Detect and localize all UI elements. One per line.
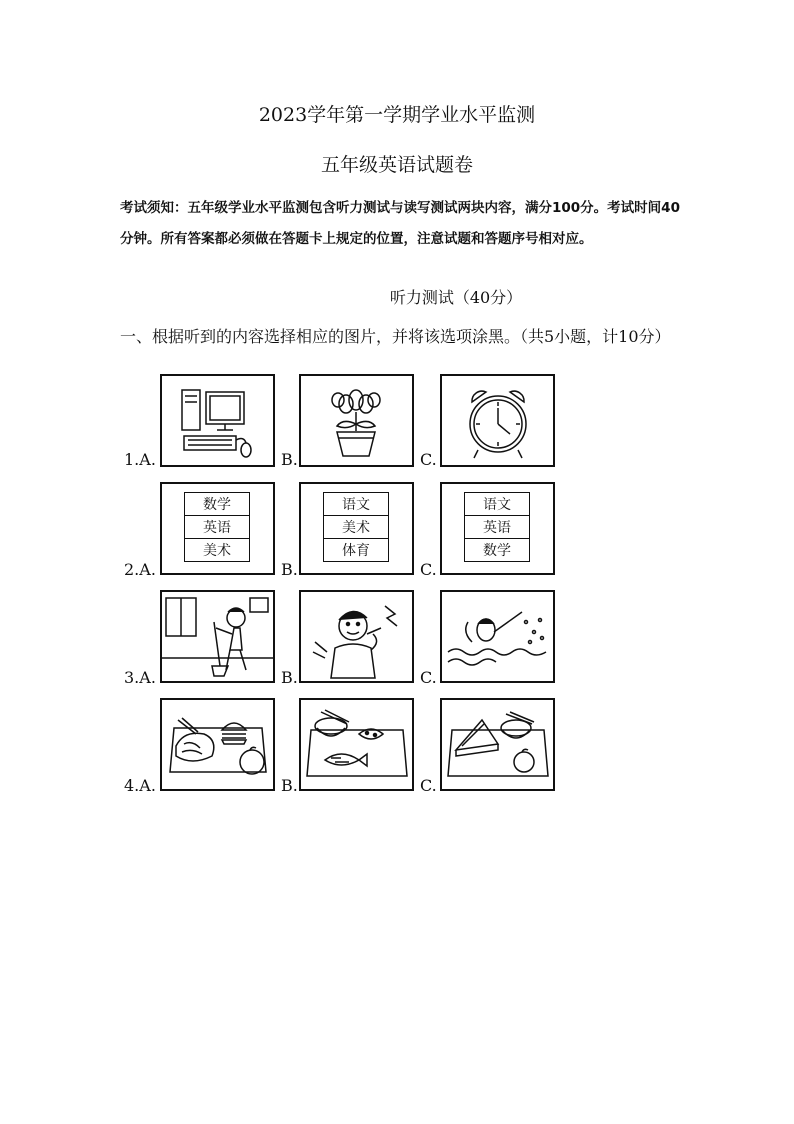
part1-instruction: 一、根据听到的内容选择相应的图片，并将该选项涂黑。（共5小题，计10分）: [120, 327, 671, 346]
q2-option-b-image[interactable]: [299, 482, 414, 575]
q3-option-b-image[interactable]: [299, 590, 414, 683]
question-2-number: 2.A.: [124, 560, 156, 579]
burger-tray-icon: [162, 700, 273, 789]
q1-option-c-label: C.: [420, 450, 437, 469]
exam-title: 2023学年第一学期学业水平监测: [258, 104, 536, 126]
q4-option-b-label: B.: [281, 776, 298, 795]
exam-notice: 考试须知：五年级学业水平监测包含听力测试与读写测试两块内容，满分100分。考试时间40分钟。所有答案都必须做在答题卡上规定的位置，注意试题和答题序号相对应。: [120, 200, 680, 247]
subject-cell: 美术: [324, 516, 389, 539]
q1-option-a-image[interactable]: [160, 374, 275, 467]
q4-option-c-image[interactable]: [440, 698, 555, 791]
q3-option-b-label: B.: [281, 668, 298, 687]
q3-option-c-image[interactable]: [440, 590, 555, 683]
q3-option-c-label: C.: [420, 668, 437, 687]
boy-brushing-teeth-icon: [301, 592, 412, 681]
sandwich-tray-icon: [442, 700, 553, 789]
q2-option-c-label: C.: [420, 560, 437, 579]
q2-option-a-image[interactable]: [160, 482, 275, 575]
subject-cell: 数学: [465, 539, 530, 562]
listening-heading: 听力测试（40分）: [389, 288, 523, 307]
boy-swimming-icon: [442, 592, 553, 681]
subject-timetable: [464, 492, 530, 562]
q4-option-a-image[interactable]: [160, 698, 275, 791]
q1-option-b-label: B.: [281, 450, 298, 469]
question-4-number: 4.A.: [124, 776, 156, 795]
subject-cell: 英语: [185, 516, 250, 539]
subject-timetable: [323, 492, 389, 562]
subject-cell: 英语: [465, 516, 530, 539]
subject-timetable: [184, 492, 250, 562]
subject-cell: 美术: [185, 539, 250, 562]
q1-option-b-image[interactable]: [299, 374, 414, 467]
subject-cell: 数学: [185, 493, 250, 516]
q3-option-a-image[interactable]: [160, 590, 275, 683]
q4-option-c-label: C.: [420, 776, 437, 795]
q1-option-c-image[interactable]: [440, 374, 555, 467]
q4-option-b-image[interactable]: [299, 698, 414, 791]
question-3-number: 3.A.: [124, 668, 156, 687]
computer-icon: [162, 376, 273, 465]
exam-subtitle: 五年级英语试题卷: [320, 154, 473, 176]
flower-pot-icon: [301, 376, 412, 465]
question-1-number: 1.A.: [124, 450, 156, 469]
q2-option-b-label: B.: [281, 560, 298, 579]
subject-cell: 语文: [324, 493, 389, 516]
q2-option-c-image[interactable]: [440, 482, 555, 575]
subject-cell: 体育: [324, 539, 389, 562]
noodles-fish-tray-icon: [301, 700, 412, 789]
boy-sweeping-icon: [162, 592, 273, 681]
subject-cell: 语文: [465, 493, 530, 516]
alarm-clock-icon: [442, 376, 553, 465]
